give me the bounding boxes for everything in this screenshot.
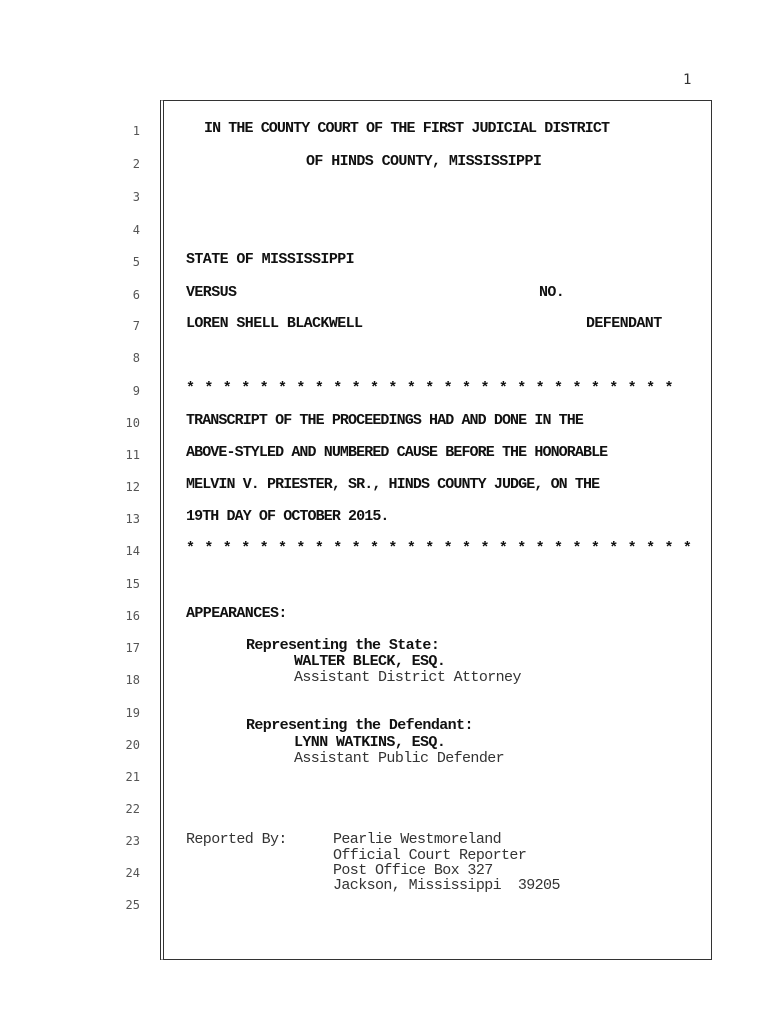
state-attorney-title: Assistant District Attorney: [294, 669, 521, 686]
line-number: 19: [125, 706, 140, 720]
page-number: 1: [683, 72, 692, 88]
state-representation-heading: Representing the State:: [246, 637, 440, 654]
line-number: 18: [125, 673, 140, 687]
line-number: 12: [125, 480, 140, 494]
line-number: 21: [125, 770, 140, 784]
transcript-line-4: 19TH DAY OF OCTOBER 2015.: [186, 508, 389, 525]
reporter-title: Official Court Reporter: [333, 847, 527, 864]
line-number: 7: [132, 319, 140, 333]
versus-label: VERSUS: [186, 284, 237, 301]
line-number: 5: [132, 255, 140, 269]
defense-attorney-title: Assistant Public Defender: [294, 750, 505, 767]
line-number: 3: [132, 190, 140, 204]
separator-stars: * * * * * * * * * * * * * * * * * * * * * * * * * * *: [186, 380, 674, 397]
defense-attorney-name: LYNN WATKINS, ESQ.: [294, 734, 446, 751]
line-number: 22: [125, 802, 140, 816]
line-number: 20: [125, 738, 140, 752]
defendant-label: DEFENDANT: [586, 315, 662, 332]
court-title-line-2: OF HINDS COUNTY, MISSISSIPPI: [306, 153, 542, 170]
line-number: 11: [125, 448, 140, 462]
defendant-representation-heading: Representing the Defendant:: [246, 717, 473, 734]
line-number: 14: [125, 544, 140, 558]
line-number: 17: [125, 641, 140, 655]
case-number-label: NO.: [539, 284, 565, 301]
line-number: 15: [125, 577, 140, 591]
separator-stars: * * * * * * * * * * * * * * * * * * * * * * * * * * * *: [186, 540, 693, 557]
reporter-address-1: Post Office Box 327: [333, 862, 493, 879]
line-number: 4: [132, 223, 140, 237]
reporter-address-2: Jackson, Mississippi 39205: [333, 877, 560, 894]
plaintiff-name: STATE OF MISSISSIPPI: [186, 251, 355, 268]
line-number: 13: [125, 512, 140, 526]
defendant-name: LOREN SHELL BLACKWELL: [186, 315, 363, 332]
line-number: 9: [132, 384, 140, 398]
line-number: 6: [132, 288, 140, 302]
reported-by-label: Reported By:: [186, 831, 287, 848]
transcript-line-2: ABOVE-STYLED AND NUMBERED CAUSE BEFORE THE HONORABLE: [186, 444, 608, 461]
line-number: 16: [125, 609, 140, 623]
line-number: 2: [132, 157, 140, 171]
line-number: 24: [125, 866, 140, 880]
line-number: 25: [125, 898, 140, 912]
court-title-line-1: IN THE COUNTY COURT OF THE FIRST JUDICIAL DISTRICT: [204, 120, 610, 137]
line-number: 10: [125, 416, 140, 430]
line-number: 8: [132, 351, 140, 365]
state-attorney-name: WALTER BLECK, ESQ.: [294, 653, 446, 670]
appearances-heading: APPEARANCES:: [186, 605, 287, 622]
transcript-line-1: TRANSCRIPT OF THE PROCEEDINGS HAD AND DONE IN THE: [186, 412, 583, 429]
line-number: 23: [125, 834, 140, 848]
transcript-line-3: MELVIN V. PRIESTER, SR., HINDS COUNTY JUDGE, ON THE: [186, 476, 600, 493]
line-number: 1: [132, 124, 140, 138]
reporter-name: Pearlie Westmoreland: [333, 831, 502, 848]
